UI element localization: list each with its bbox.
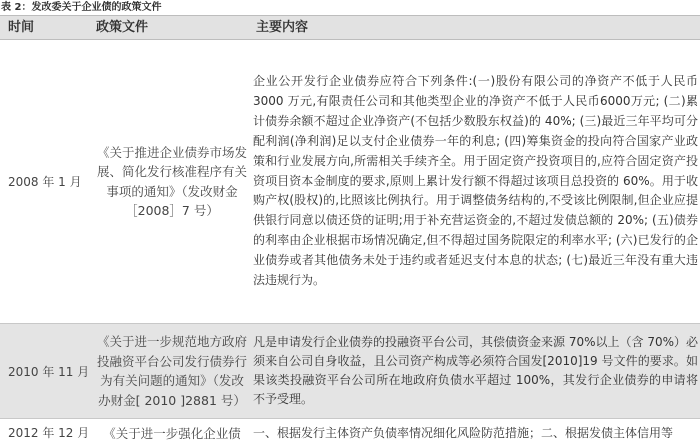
- table-row: [0, 40, 700, 324]
- row-content-text: 一、根据发行主体资产负债率情况细化风险防范措施；二、根据发债主体信用等: [253, 426, 674, 440]
- header-content: 主要内容: [256, 20, 309, 35]
- row-content: [253, 324, 698, 418]
- row-time: 2008 年 1 月: [8, 175, 82, 189]
- row-content-text: 凡是申请发行企业债券的投融资平台公司，其偿债资金来源 70%以上（含 70%）必须来自公司自身收益，且公司资产构成等必须符合国发[2010]19 号文件的要求。如果该类投融资平台公司所在地政府负债水平超过 100%，其发行企业债券的申请将不予受理。: [253, 335, 698, 406]
- row-time: 2010 年 11 月: [8, 364, 90, 379]
- row-document: [96, 419, 248, 448]
- row-document-text: 《关于进一步规范地方政府投融资平台公司发行债券行为有关问题的通知》（发改办财金[ 2010 ]2881 号）: [96, 334, 247, 408]
- header-time: 时间: [8, 20, 35, 35]
- row-time: 2012 年 12 月: [8, 426, 90, 440]
- row-document: [96, 324, 248, 418]
- header-document: 政策文件: [96, 20, 149, 35]
- table-row: [0, 324, 700, 418]
- table-header: [0, 15, 700, 40]
- row-document: [96, 40, 248, 323]
- row-content: [253, 40, 698, 323]
- table-row: [0, 418, 700, 448]
- row-content: [253, 419, 698, 448]
- row-document-text: 《关于推进企业债券市场发展、简化发行核准程序有关事项的通知》（发改财金［2008］7 号）: [96, 144, 247, 218]
- table-caption: 表 2：发改委关于企业债的政策文件: [1, 2, 162, 13]
- row-document-text: 《关于进一步强化企业债: [103, 426, 241, 441]
- row-content-text: 企业公开发行企业债券应符合下列条件:(一)股份有限公司的净资产不低于人民币 3000 万元,有限责任公司和其他类型企业的净资产不低于人民币6000万元; (二)累计债券余额不超过企业净资产(不包括少数股东权益)的 40%; (三)最近三年平均可分配利润(净利润)足以支付企业债券一年的利息; (四)筹集资金的投向符合国家产业政策和行业发展方向,所需相关手续齐全。用于固定资产投资项目的,应符合固定资产投资项目资本金制度的要求,原则上累计发行额不得超过该项目总投资的 60%。用于收购产权(股权)的,比照该比例执行。用于调整债务结构的,不受该比例限制,但企业应提供银行同意以债还贷的证明;用于补充营运资金的,不超过发债总额的 20%; (五)债券的利率由企业根据市场情况确定,但不得超过国务院限定的利率水平; (六)已发行的企业债券或者其他债务未处于违约或者延迟支付本息的状态; (七)最近三年没有重大违法违规行为。: [253, 74, 698, 288]
